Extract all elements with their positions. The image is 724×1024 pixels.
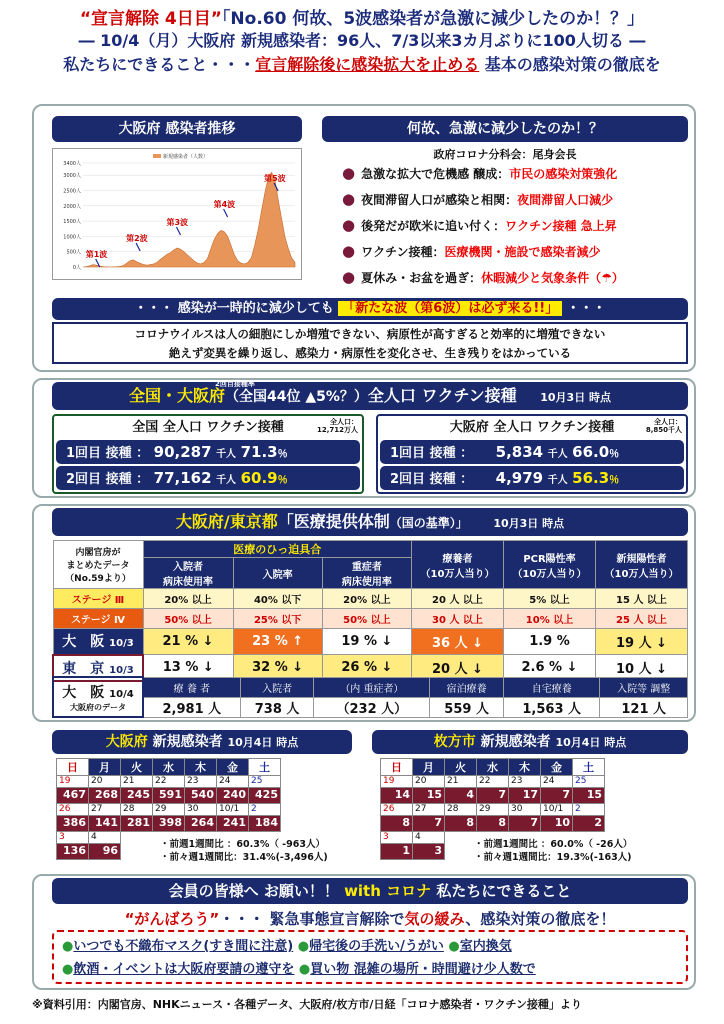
title-main: 「No.60 何故、5波感染者が急激 <box>221 9 475 29</box>
weekday-header: 水 <box>153 759 185 776</box>
sixth-wave-text: コロナウイルスは人の細胞にしか増殖できない、病原性が高すぎると効率的に増殖できない 絶えず変異を繰り返し、感染力・病原性を変化させ、生き残りをはかっている <box>52 322 688 364</box>
count-cell: 7 <box>509 816 541 832</box>
wave-arrow <box>224 209 228 217</box>
y-tick-label: 500人 <box>66 249 81 256</box>
title-line-3 <box>0 52 724 75</box>
bullet-icon: ● <box>342 216 356 234</box>
title-line-3a: 私たちにできること・・・ <box>63 55 256 74</box>
check-icon: ● <box>62 939 74 954</box>
count-cell: 14 <box>381 788 413 804</box>
why-item: ● 夜間滞留人口が感染と相関：夜間滞留人口減少 <box>342 190 614 208</box>
title-line-2: ― 10/4（月）大阪府 新規感染者：96人、7/3以来3カ月ぶりに100人切る ― <box>78 31 646 50</box>
date-cell: 21 <box>121 776 153 788</box>
vaccine-osaka-row: 1回目 接種 ： 5,834 千人 66.0％ <box>380 440 684 464</box>
check-icon: ● <box>297 939 310 954</box>
wave-label: 第5波 <box>264 174 286 183</box>
date-cell: 2 <box>573 804 605 816</box>
count-cell: 386 <box>57 816 89 832</box>
medical-corner: 内閣官房が まとめたデータ （No.59より） <box>53 541 143 589</box>
weekday-header: 木 <box>185 759 217 776</box>
vaccine-national-row: 2回目 接種 ： 77,162 千人 60.9％ <box>56 466 360 490</box>
date-cell: 23 <box>509 776 541 788</box>
legend-swatch <box>153 154 161 158</box>
weekday-header: 火 <box>445 759 477 776</box>
medical-table: 内閣官房が まとめたデータ （No.59より） 医療のひっ迫具合 療養者 （10万人当り） PCR陽性率 （10万人当り） 新規陽性者 （10万人当り） 入院者 病床使用率 入院率 重症者 病床使用率 ステージ Ⅲ 20% 以上 40% 以下 20% 以上 20 人 以上 5% 以上 15 人 以上 ステージ Ⅳ 50% 以上 25% 以下 50% 以上 30 人 以上 10% 以上 25 人 以上 大 阪 10/3 21 % ↓ 23 % ↑ 19 % ↓ 36 人 ↓ 1.9 % 19 人 ↓ 東 京 10/3 13 % ↓ 32 % ↓ 26 % ↓ 20 人 ↓ 2.6 % ↓ 10 人 ↓ <box>52 540 688 682</box>
title-line-3c: 基本の感染対策の徹底を <box>484 55 661 74</box>
why-item: ● 後発だが欧米に追い付く：ワクチン接種 急上昇 <box>342 216 617 234</box>
count-cell: 4 <box>445 788 477 804</box>
why-item: ● ワクチン接種：医療機関・施設で感染者減少 <box>342 242 601 260</box>
count-cell: 467 <box>57 788 89 804</box>
count-cell: 1 <box>381 844 413 860</box>
trend-title: 大阪府 感染者推移 <box>52 116 302 142</box>
date-cell: 30 <box>509 804 541 816</box>
date-cell: 3 <box>57 832 89 844</box>
date-cell: 3 <box>381 832 413 844</box>
stage4-row: ステージ Ⅳ 50% 以上 25% 以下 50% 以上 30 人 以上 10% 以上 25 人 以上 <box>53 609 688 629</box>
count-cell: 17 <box>509 788 541 804</box>
count-cell: 281 <box>121 816 153 832</box>
date-cell: 25 <box>573 776 605 788</box>
weekday-header: 月 <box>89 759 121 776</box>
date-cell <box>121 832 153 844</box>
date-cell: 4 <box>89 832 121 844</box>
bullet-icon: ● <box>342 268 356 286</box>
osaka-1004-table: 大 阪 10/4 大阪府のデータ 療 養 者 入院者 （内 重症者） 宿泊療養 自宅療養 入院等 調整 2,981 人 738 人 （232 人） 559 人 1,563 人 121 人 <box>52 676 688 718</box>
vaccine-national-row: 1回目 接種 ： 90,287 千人 71.3％ <box>56 440 360 464</box>
y-tick-label: 1000人 <box>63 234 81 241</box>
count-cell <box>121 844 153 860</box>
count-cell: 241 <box>217 816 249 832</box>
count-cell: 591 <box>153 788 185 804</box>
date-cell: 20 <box>413 776 445 788</box>
date-cell: 26 <box>381 804 413 816</box>
title-main-2: に減少したのか！？」 <box>474 9 645 29</box>
y-tick-label: 3000人 <box>63 173 81 180</box>
count-cell: 7 <box>413 816 445 832</box>
date-cell: 19 <box>57 776 89 788</box>
footer-source: ※資料引用：内閣官房、NHKニュース・各種データ、大阪府/枚方市/日経「コロナ感染者・ワクチン接種」より <box>32 998 582 1011</box>
vaccine-national: 全国 全人口 ワクチン接種 全人口： 12,712万人 1回目 接種 ： 90,287 千人 71.3％ 2回目 接種 ： 77,162 千人 60.9％ <box>52 414 364 494</box>
why-item: ● 夏休み・お盆を過ぎ：休暇減少と気象条件（☂） <box>342 268 624 286</box>
medical-title: 大阪府/東京都「医療提供体制（国の基準）」 10月3日 時点 <box>52 508 688 536</box>
date-cell: 26 <box>57 804 89 816</box>
date-cell: 27 <box>413 804 445 816</box>
why-source: 政府コロナ分科会：尾身会長 <box>433 148 577 161</box>
osaka-row: 大 阪 10/3 21 % ↓ 23 % ↑ 19 % ↓ 36 人 ↓ 1.9 % 19 人 ↓ <box>53 629 688 655</box>
weekday-header: 水 <box>477 759 509 776</box>
weekday-header: 木 <box>509 759 541 776</box>
wave-arrow <box>136 243 140 251</box>
count-cell: 2 <box>573 816 605 832</box>
cal-hirakata-title: 枚方市 新規感染者 10月4日 時点 <box>372 730 688 754</box>
vaccine-osaka-title: 大阪府 全人口 ワクチン接種 <box>449 420 615 435</box>
why-title: 何故、急激に減少したのか！？ <box>322 116 688 142</box>
date-cell: 21 <box>445 776 477 788</box>
appeal-list: ●いつでも不織布マスク(すき間に注意) ●帰宅後の手洗い/うがい ●室内換気 ●飲酒・イベントは大阪府要請の遵守を ●買い物 混雑の場所・時間避け少人数で <box>52 930 688 984</box>
date-cell: 19 <box>381 776 413 788</box>
legend-label: 新規感染者（人数） <box>163 154 209 160</box>
count-cell: 540 <box>185 788 217 804</box>
wave-arrow <box>176 227 180 235</box>
count-cell: 8 <box>381 816 413 832</box>
wave-label: 第2波 <box>126 234 148 243</box>
title-line-3b: 宣言解除後に感染拡大を止める <box>255 55 480 74</box>
count-cell: 136 <box>57 844 89 860</box>
date-cell: 29 <box>477 804 509 816</box>
weekday-header: 日 <box>57 759 89 776</box>
y-tick-label: 2000人 <box>63 203 81 210</box>
check-icon: ● <box>448 939 460 954</box>
count-cell: 15 <box>413 788 445 804</box>
count-cell: 3 <box>413 844 445 860</box>
date-cell: 4 <box>413 832 445 844</box>
vaccine-title: 全国・大阪府（全国44位 ▲5%？）全人口 ワクチン接種 10月3日 時点 <box>52 382 688 410</box>
date-cell: 22 <box>153 776 185 788</box>
date-cell: 10/1 <box>541 804 573 816</box>
appeal-banner: 会員の皆様へ お願い！！ with コロナ 私たちにできること <box>52 878 688 904</box>
date-cell: 24 <box>541 776 573 788</box>
date-cell: 23 <box>185 776 217 788</box>
series-area <box>83 172 295 267</box>
wave-label: 第1波 <box>85 250 108 259</box>
weekday-header: 火 <box>121 759 153 776</box>
date-cell: 25 <box>249 776 281 788</box>
count-cell: 245 <box>121 788 153 804</box>
medical-group: 医療のひっ迫具合 <box>143 541 412 558</box>
count-cell: 240 <box>217 788 249 804</box>
count-cell: 8 <box>445 816 477 832</box>
why-item: ● 急激な拡大で危機感 醸成：市民の感染対策強化 <box>342 164 618 182</box>
date-cell: 2 <box>249 804 281 816</box>
cal-hirakata-notes: ・前週1週間比 ：60.0%（ -26人） ・前々週1週間比：19.3%(-163人) <box>474 839 633 863</box>
date-cell: 29 <box>153 804 185 816</box>
cal-osaka-title: 大阪府 新規感染者 10月4日 時点 <box>52 730 352 754</box>
count-cell: 96 <box>89 844 121 860</box>
weekday-header: 月 <box>413 759 445 776</box>
date-cell: 30 <box>185 804 217 816</box>
vaccine-national-title: 全国 全人口 ワクチン接種 <box>132 420 284 435</box>
vaccine-osaka-row: 2回目 接種 ： 4,979 千人 56.3％ <box>380 466 684 490</box>
weekday-header: 金 <box>217 759 249 776</box>
weekday-header: 金 <box>541 759 573 776</box>
count-cell: 425 <box>249 788 281 804</box>
trend-chart-svg <box>53 149 303 281</box>
y-tick-label: 0人 <box>72 265 81 271</box>
count-cell: 10 <box>541 816 573 832</box>
bullet-icon: ● <box>342 164 356 182</box>
bullet-icon: ● <box>342 190 356 208</box>
appeal-line: “がんばろう”・・・ 緊急事態宣言解除で気の緩み、感染対策の徹底を！ <box>124 910 616 928</box>
vaccine-osaka: 大阪府 全人口 ワクチン接種 全人口： 8,850千人 1回目 接種 ： 5,834 千人 66.0％ 2回目 接種 ： 4,979 千人 56.3％ <box>376 414 688 494</box>
count-cell: 398 <box>153 816 185 832</box>
vaccine-title-note: 2回目接種率 <box>215 380 255 388</box>
wave-label: 第4波 <box>213 200 236 209</box>
date-cell: 10/1 <box>217 804 249 816</box>
title-line-1 <box>0 4 724 29</box>
cal-osaka-notes: ・前週1週間比 ：60.3%（ -963人） ・前々週1週間比：31.4%(-3,496人) <box>160 839 328 863</box>
title-days: “宣言解除 4日目” <box>79 9 222 29</box>
count-cell: 15 <box>573 788 605 804</box>
tokyo-row: 東 京 10/3 13 % ↓ 32 % ↓ 26 % ↓ 20 人 ↓ 2.6 % ↓ 10 人 ↓ <box>53 655 688 681</box>
date-cell: 28 <box>445 804 477 816</box>
count-cell: 264 <box>185 816 217 832</box>
y-tick-label: 1500人 <box>63 219 81 226</box>
sixth-wave-banner: ・・・ 感染が一時的に減少しても 「新たな波（第6波）は必ず来る!!」 ・・・ <box>52 298 688 320</box>
wave-label: 第3波 <box>166 218 189 227</box>
date-cell: 27 <box>89 804 121 816</box>
date-cell: 24 <box>217 776 249 788</box>
bullet-icon: ● <box>342 242 356 260</box>
count-cell <box>445 844 477 860</box>
weekday-header: 日 <box>381 759 413 776</box>
check-icon: ● <box>298 962 311 977</box>
count-cell: 268 <box>89 788 121 804</box>
weekday-header: 土 <box>573 759 605 776</box>
count-cell: 184 <box>249 816 281 832</box>
count-cell: 8 <box>477 816 509 832</box>
weekday-header: 土 <box>249 759 281 776</box>
date-cell: 28 <box>121 804 153 816</box>
y-tick-label: 3400人 <box>63 161 81 167</box>
trend-chart <box>52 148 302 280</box>
date-cell: 20 <box>89 776 121 788</box>
y-tick-label: 2500人 <box>63 188 81 195</box>
count-cell: 7 <box>541 788 573 804</box>
check-icon: ● <box>62 962 74 977</box>
date-cell: 22 <box>477 776 509 788</box>
date-cell <box>445 832 477 844</box>
stage3-row: ステージ Ⅲ 20% 以上 40% 以下 20% 以上 20 人 以上 5% 以上 15 人 以上 <box>53 589 688 609</box>
count-cell: 7 <box>477 788 509 804</box>
count-cell: 141 <box>89 816 121 832</box>
